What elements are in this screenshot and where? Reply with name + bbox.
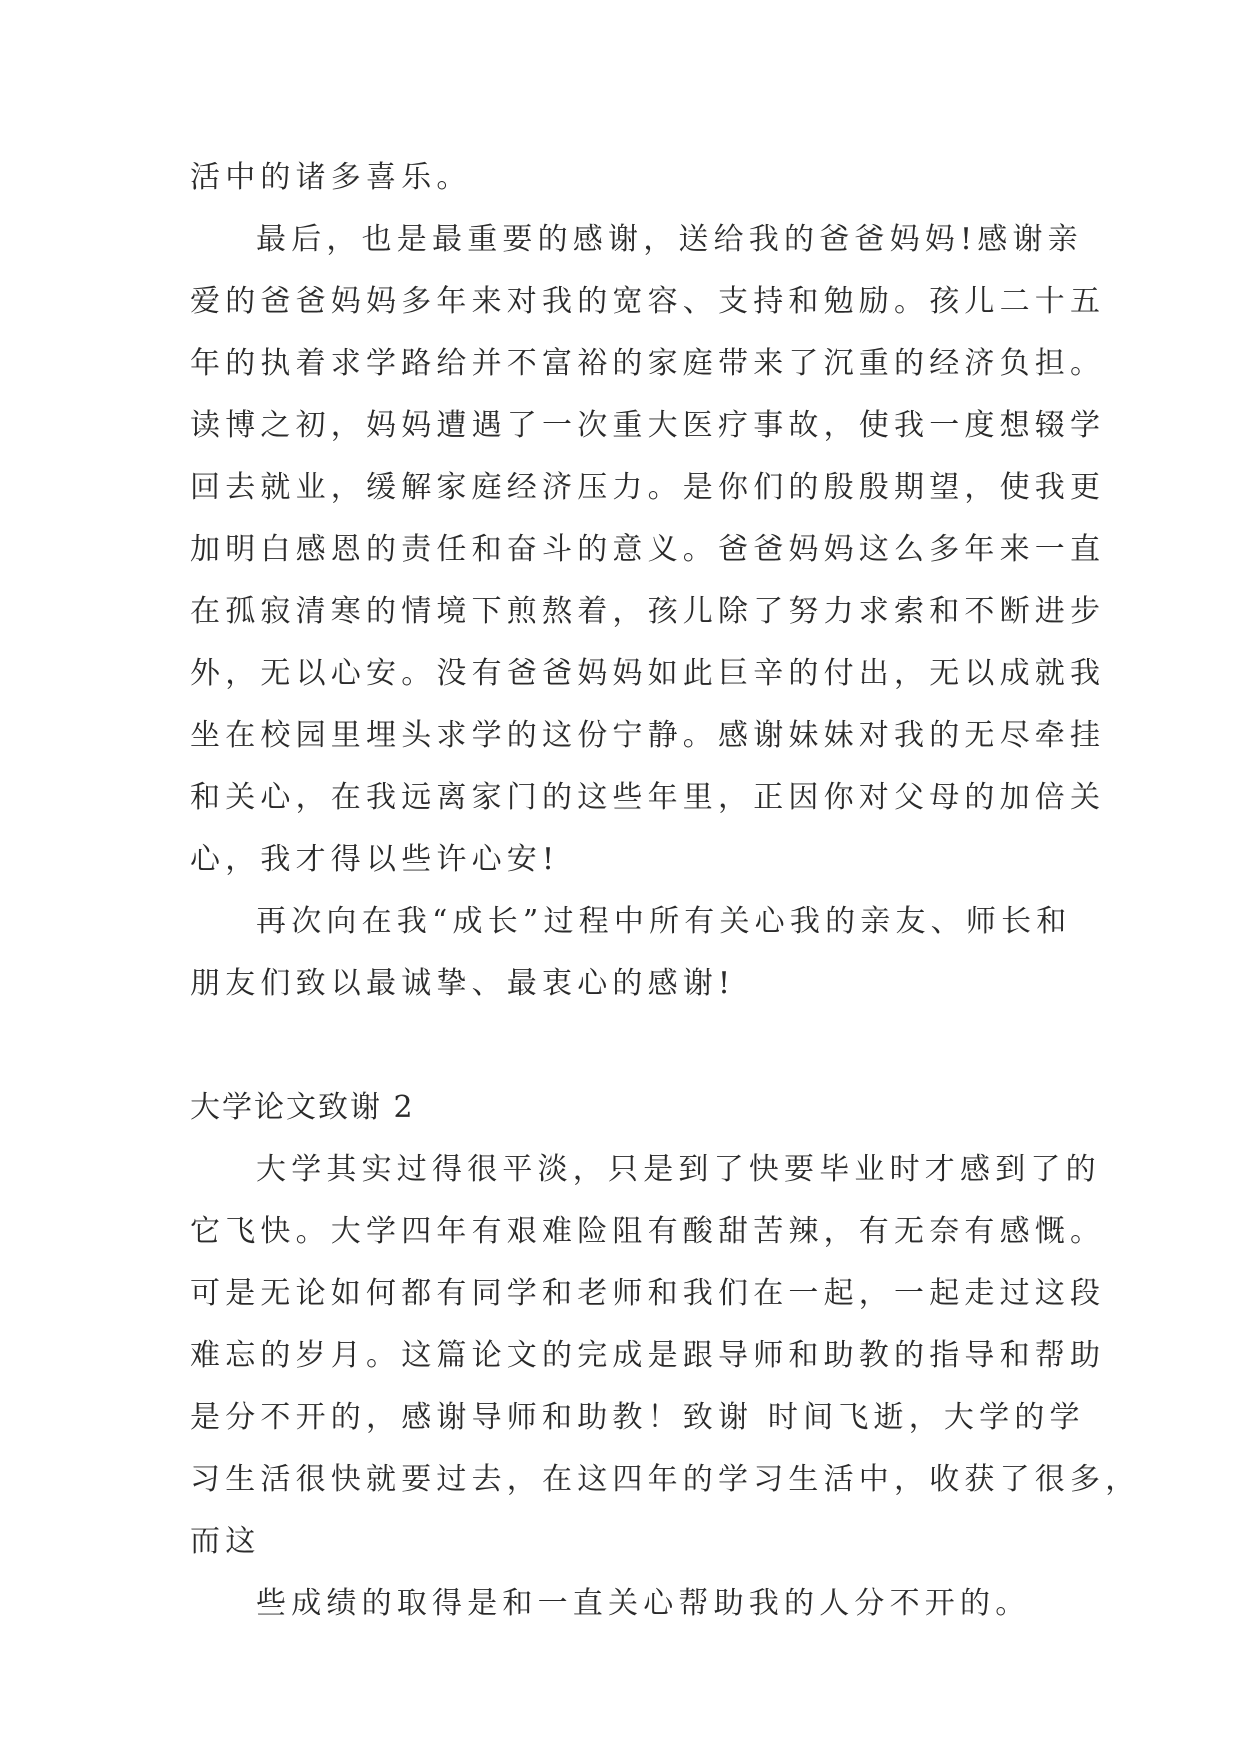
paragraph-line: 大学其实过得很平淡，只是到了快要毕业时才感到了的 [256, 1152, 1101, 1187]
paragraph-line: 回去就业，缓解家庭经济压力。是你们的殷殷期望，使我更 [190, 470, 1106, 505]
paragraph-line: 可是无论如何都有同学和老师和我们在一起，一起走过这段 [190, 1276, 1106, 1311]
paragraph-line: 活中的诸多喜乐。 [190, 160, 472, 195]
paragraph-line: 难忘的岁月。这篇论文的完成是跟导师和助教的指导和帮助 [190, 1338, 1106, 1373]
paragraph-line: 再次向在我“成长”过程中所有关心我的亲友、师长和 [256, 904, 1072, 939]
paragraph-line: 心，我才得以些许心安! [190, 842, 560, 877]
paragraph-line: 爱的爸爸妈妈多年来对我的宽容、支持和勉励。孩儿二十五 [190, 284, 1106, 319]
paragraph-line: 在孤寂清寒的情境下煎熬着，孩儿除了努力求索和不断进步 [190, 594, 1106, 629]
paragraph-line: 习生活很快就要过去，在这四年的学习生活中，收获了很多， [190, 1462, 1141, 1497]
paragraph-line: 读博之初，妈妈遭遇了一次重大医疗事故，使我一度想辍学 [190, 408, 1106, 443]
section-heading: 大学论文致谢 2 [190, 1090, 415, 1125]
paragraph-line: 而这 [190, 1524, 261, 1559]
paragraph-line: 朋友们致以最诚挚、最衷心的感谢! [190, 966, 736, 1001]
paragraph-line: 和关心，在我远离家门的这些年里，正因你对父母的加倍关 [190, 780, 1106, 815]
paragraph-line: 最后，也是最重要的感谢，送给我的爸爸妈妈!感谢亲 [256, 222, 1083, 257]
paragraph-line: 它飞快。大学四年有艰难险阻有酸甜苦辣，有无奈有感慨。 [190, 1214, 1106, 1249]
paragraph-line: 加明白感恩的责任和奋斗的意义。爸爸妈妈这么多年来一直 [190, 532, 1106, 567]
paragraph-line: 年的执着求学路给并不富裕的家庭带来了沉重的经济负担。 [190, 346, 1106, 381]
paragraph-line: 外，无以心安。没有爸爸妈妈如此巨辛的付出，无以成就我 [190, 656, 1106, 691]
paragraph-line: 些成绩的取得是和一直关心帮助我的人分不开的。 [256, 1586, 1031, 1621]
paragraph-line: 是分不开的，感谢导师和助教！致谢 时间飞逝，大学的学 [190, 1400, 1085, 1435]
paragraph-line: 坐在校园里埋头求学的这份宁静。感谢妹妹对我的无尽牵挂 [190, 718, 1106, 753]
